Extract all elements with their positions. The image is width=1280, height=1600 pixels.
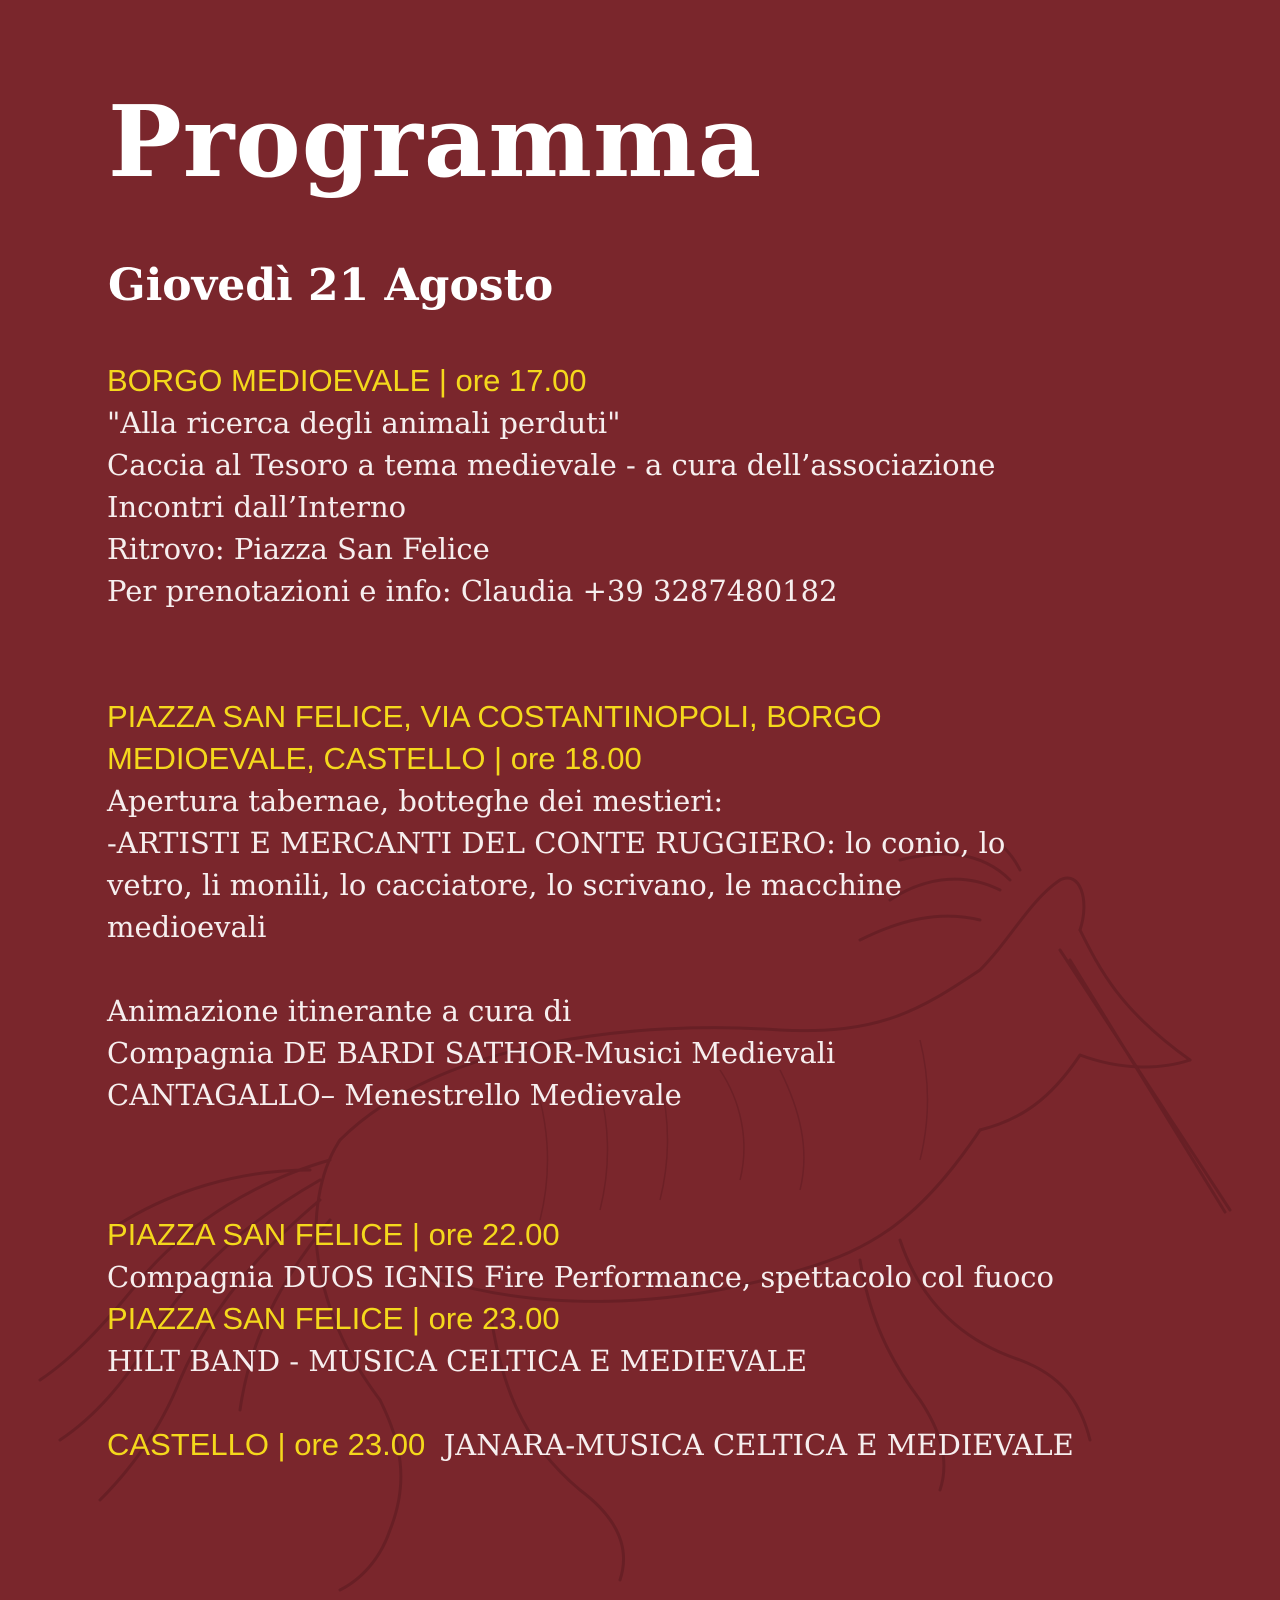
event-line-inline [107,1424,1257,1466]
event-line: Compagnia DE BARDI SATHOR-Musici Medievali [107,1036,836,1070]
event-inline-text: JANARA-MUSICA CELTICA E MEDIEVALE [443,1428,1074,1462]
event-line: vetro, li monili, lo cacciatore, lo scrivano, le macchine [107,868,902,902]
event-line: Per prenotazioni e info: Claudia +39 3287480182 [107,574,838,608]
event-line: CANTAGALLO– Menestrello Medievale [107,1078,682,1112]
event-line: Caccia al Tesoro a tema medievale - a cura dell’associazione [107,448,996,482]
event-line: Ritrovo: Piazza San Felice [107,532,490,566]
page-title: Programma [108,85,763,200]
program-content [107,360,1257,1466]
event-line: Compagnia DUOS IGNIS Fire Performance, spettacolo col fuoco [107,1260,1054,1294]
event-line: "Alla ricerca degli animali perduti" [107,406,621,440]
event-heading: PIAZZA SAN FELICE | ore 23.00 [107,1301,560,1336]
event-line: Incontri dall’Interno [107,490,407,524]
event-line: medioevali [107,910,267,944]
event-block [107,1424,1257,1466]
event-block [107,1298,1257,1382]
event-block [107,360,1257,612]
event-heading: PIAZZA SAN FELICE | ore 22.00 [107,1217,560,1252]
event-line: -ARTISTI E MERCANTI DEL CONTE RUGGIERO: lo conio, lo [107,826,1006,860]
event-line: Apertura tabernae, botteghe dei mestieri: [107,784,724,818]
event-block [107,1214,1257,1298]
date-subtitle: Giovedì 21 Agosto [108,260,554,311]
event-heading: BORGO MEDIOEVALE | ore 17.00 [107,363,587,398]
event-line: Animazione itinerante a cura di [107,994,572,1028]
event-block [107,696,1257,1116]
event-heading: PIAZZA SAN FELICE, VIA COSTANTINOPOLI, BORGO [107,699,882,734]
event-line: HILT BAND - MUSICA CELTICA E MEDIEVALE [107,1344,807,1378]
event-heading: MEDIOEVALE, CASTELLO | ore 18.00 [107,741,642,776]
event-heading: CASTELLO | ore 23.00 [107,1427,426,1462]
